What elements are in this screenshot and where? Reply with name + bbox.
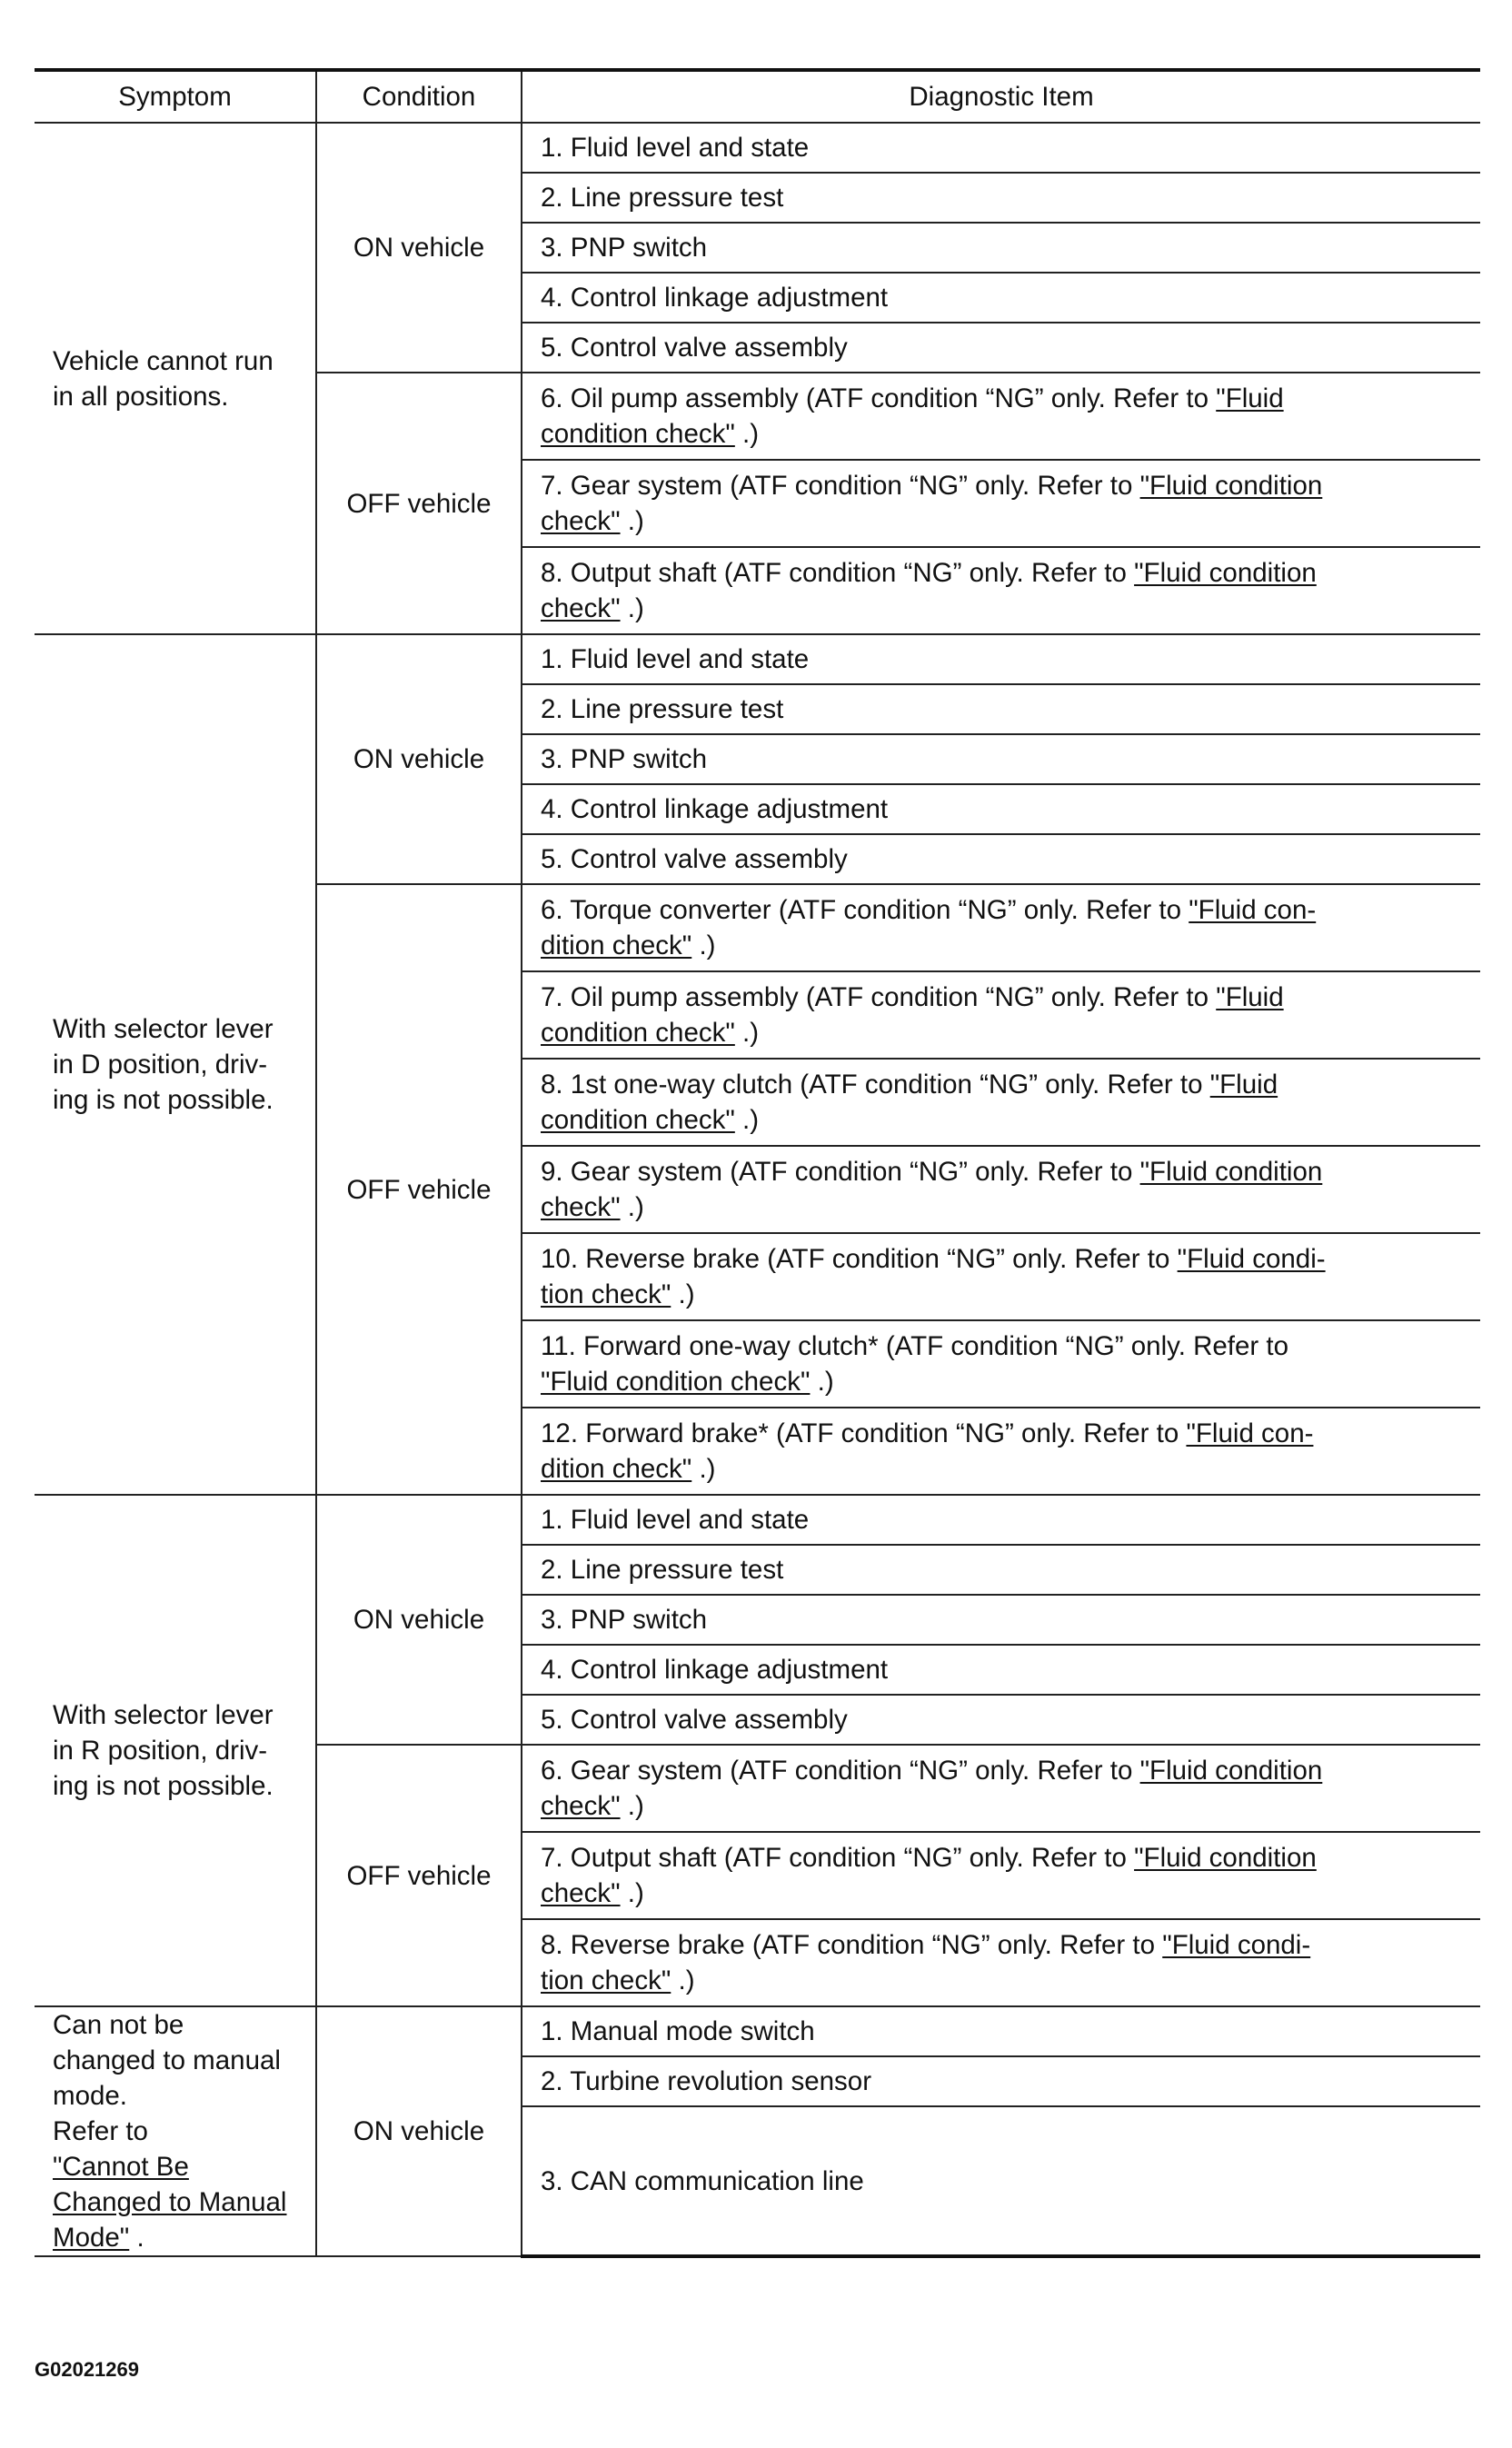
symptom-line: mode. <box>53 2081 127 2111</box>
diagnostic-item-cell <box>522 123 1480 173</box>
symptom-header: Symptom <box>35 70 316 123</box>
fluid-condition-check-link[interactable]: "Fluid condition <box>1134 558 1317 588</box>
symptom-cell <box>35 2006 316 2256</box>
diagnostic-item-cell <box>522 634 1480 684</box>
fluid-condition-check-link[interactable]: check" <box>541 1192 621 1222</box>
fluid-condition-check-link[interactable]: "Fluid <box>1209 1070 1278 1100</box>
fluid-condition-check-link[interactable]: "Fluid con- <box>1189 895 1317 925</box>
symptom-link-suffix: . <box>129 2223 144 2253</box>
diagnostic-item-text: 1. Fluid level and state <box>541 644 810 674</box>
symptom-reference-link[interactable]: "Cannot Be <box>53 2152 189 2182</box>
symptom-line: ing is not possible. <box>53 1771 274 1801</box>
diagnostic-item-suffix: .) <box>671 1965 695 1995</box>
fluid-condition-check-link[interactable]: "Fluid condi- <box>1162 1930 1311 1960</box>
fluid-condition-check-link[interactable]: condition check" <box>541 1018 735 1048</box>
diagnostic-item-header: Diagnostic Item <box>522 70 1480 123</box>
diagnostic-item-cell <box>522 1919 1480 2006</box>
diagnostic-item-cell <box>522 173 1480 223</box>
symptom-line: in R position, driv- <box>53 1736 268 1766</box>
diagnostic-item-cell <box>522 460 1480 547</box>
diagnostic-item-text: 2. Turbine revolution sensor <box>541 2066 872 2097</box>
diagnostic-item-cell <box>522 2006 1480 2056</box>
diagnostic-item-suffix: .) <box>620 1192 644 1222</box>
condition-label: OFF vehicle <box>346 1860 492 1891</box>
symptom-line: With selector lever <box>53 1700 274 1730</box>
diagnostic-item-cell <box>522 1320 1480 1408</box>
diagnostic-item-text: 3. PNP switch <box>541 744 708 774</box>
diagnostic-item-text: 7. Gear system (ATF condition “NG” only. Refer to <box>541 471 1140 501</box>
table-row <box>35 2006 1480 2056</box>
diagnostic-item-cell <box>522 684 1480 734</box>
diagnostic-item-text: 3. CAN communication line <box>541 2165 864 2196</box>
symptom-line: in D position, driv- <box>53 1050 268 1080</box>
diagnostic-item-text: 12. Forward brake* (ATF condition “NG” only. Refer to <box>541 1418 1187 1448</box>
diagnostic-item-cell <box>522 273 1480 323</box>
fluid-condition-check-link[interactable]: dition check" <box>541 1454 692 1484</box>
fluid-condition-check-link[interactable]: "Fluid condition check" <box>541 1367 811 1397</box>
diagnostic-item-text: 7. Output shaft (ATF condition “NG” only. Refer to <box>541 1843 1135 1873</box>
condition-label: ON vehicle <box>353 744 485 774</box>
fluid-condition-check-link[interactable]: check" <box>541 593 621 623</box>
table-body <box>35 123 1480 2256</box>
symptom-line: ing is not possible. <box>53 1085 274 1115</box>
diagnostic-item-cell <box>522 1233 1480 1320</box>
diagnostic-item-suffix: .) <box>620 1878 644 1908</box>
diagnostic-item-suffix: .) <box>734 1018 760 1048</box>
fluid-condition-check-link[interactable]: check" <box>541 506 621 536</box>
diagnostic-item-cell <box>522 1832 1480 1919</box>
diagnostic-item-text: 2. Line pressure test <box>541 183 784 213</box>
fluid-condition-check-link[interactable]: check" <box>541 1791 621 1821</box>
diagnostic-item-cell <box>522 1695 1480 1745</box>
condition-label: OFF vehicle <box>346 488 492 519</box>
diagnostic-item-suffix: .) <box>620 1791 644 1821</box>
diagnostic-table <box>35 68 1480 2258</box>
diagnostic-item-cell <box>522 2056 1480 2106</box>
diagnostic-item-cell <box>522 1595 1480 1645</box>
condition-cell <box>316 1495 522 1745</box>
diagnostic-item-text: 9. Gear system (ATF condition “NG” only. Refer to <box>541 1157 1140 1187</box>
condition-label: ON vehicle <box>353 1605 485 1635</box>
diagnostic-item-text: 4. Control linkage adjustment <box>541 794 889 824</box>
symptom-line: Can not be <box>53 2010 184 2040</box>
table-row <box>35 123 1480 173</box>
diagnostic-item-cell <box>522 373 1480 460</box>
diagnostic-item-cell <box>522 2106 1480 2256</box>
diagnostic-item-suffix: .) <box>691 1454 716 1484</box>
diagnostic-item-cell <box>522 971 1480 1059</box>
table-row <box>35 634 1480 684</box>
diagnostic-item-suffix: .) <box>691 930 716 960</box>
fluid-condition-check-link[interactable]: check" <box>541 1878 621 1908</box>
diagnostic-item-cell <box>522 834 1480 884</box>
symptom-line: Vehicle cannot run <box>53 345 274 376</box>
fluid-condition-check-link[interactable]: "Fluid <box>1216 982 1284 1012</box>
fluid-condition-check-link[interactable]: "Fluid condition <box>1134 1843 1317 1873</box>
diagnostic-item-cell <box>522 223 1480 273</box>
table-header-row <box>35 70 1480 123</box>
diagnostic-item-text: 3. PNP switch <box>541 1605 708 1635</box>
diagnostic-item-text: 1. Fluid level and state <box>541 1505 810 1535</box>
fluid-condition-check-link[interactable]: tion check" <box>541 1965 671 1995</box>
diagnostic-item-text: 6. Torque converter (ATF condition “NG” only. Refer to <box>541 895 1189 925</box>
diagnostic-item-text: 3. PNP switch <box>541 233 708 263</box>
condition-cell <box>316 634 522 884</box>
diagnostic-item-suffix: .) <box>620 593 644 623</box>
diagnostic-item-text: 5. Control valve assembly <box>541 844 848 874</box>
diagnostic-item-cell <box>522 1495 1480 1545</box>
diagnostic-item-cell <box>522 1059 1480 1146</box>
fluid-condition-check-link[interactable]: "Fluid condition <box>1139 1157 1323 1187</box>
fluid-condition-check-link[interactable]: "Fluid <box>1216 383 1284 413</box>
symptom-line: changed to manual <box>53 2045 281 2075</box>
diagnostic-item-cell <box>522 784 1480 834</box>
symptom-reference-link[interactable]: Changed to Manual <box>53 2187 287 2217</box>
diagnostic-item-suffix: .) <box>671 1279 695 1309</box>
diagnostic-item-cell <box>522 1408 1480 1495</box>
diagnostic-item-cell <box>522 1146 1480 1233</box>
diagnostic-item-cell <box>522 884 1480 971</box>
diagnostic-item-suffix: .) <box>810 1367 834 1397</box>
symptom-line: in all positions. <box>53 381 229 412</box>
diagnostic-item-text: 8. Output shaft (ATF condition “NG” only. Refer to <box>541 558 1135 588</box>
diagnostic-item-text: 6. Gear system (ATF condition “NG” only. Refer to <box>541 1756 1140 1786</box>
diagnostic-item-text: 4. Control linkage adjustment <box>541 1655 889 1685</box>
diagnostic-item-text: 2. Line pressure test <box>541 1555 784 1585</box>
diagnostic-item-text: 4. Control linkage adjustment <box>541 283 889 313</box>
diagnostic-item-cell <box>522 734 1480 784</box>
diagnostic-item-text: 1. Fluid level and state <box>541 133 810 163</box>
figure-id: G02021269 <box>35 2358 139 2381</box>
condition-cell <box>316 1745 522 2006</box>
fluid-condition-check-link[interactable]: dition check" <box>541 930 692 960</box>
diagnostic-item-text: 11. Forward one-way clutch* (ATF condition “NG” only. Refer to <box>541 1331 1289 1361</box>
diagnostic-item-cell <box>522 547 1480 634</box>
fluid-condition-check-link[interactable]: tion check" <box>541 1279 671 1309</box>
diagnostic-item-cell <box>522 1545 1480 1595</box>
diagnostic-item-suffix: .) <box>734 419 760 449</box>
symptom-cell <box>35 123 316 634</box>
diagnostic-item-suffix: .) <box>620 506 644 536</box>
diagnostic-item-text: 5. Control valve assembly <box>541 1705 848 1735</box>
symptom-line: Refer to <box>53 2116 148 2146</box>
diagnostic-item-cell <box>522 323 1480 373</box>
symptom-reference-link[interactable]: Mode" <box>53 2223 130 2253</box>
diagnostic-item-cell <box>522 1745 1480 1832</box>
diagnostic-item-text: 8. Reverse brake (ATF condition “NG” only. Refer to <box>541 1930 1163 1960</box>
fluid-condition-check-link[interactable]: "Fluid condi- <box>1177 1244 1326 1274</box>
fluid-condition-check-link[interactable]: condition check" <box>541 1105 735 1135</box>
table-row <box>35 1495 1480 1545</box>
diagnostic-item-text: 10. Reverse brake (ATF condition “NG” only. Refer to <box>541 1244 1178 1274</box>
condition-cell <box>316 123 522 373</box>
fluid-condition-check-link[interactable]: condition check" <box>541 419 735 449</box>
diagnostic-item-suffix: .) <box>734 1105 760 1135</box>
symptom-cell <box>35 634 316 1495</box>
diagnostic-item-text: 8. 1st one-way clutch (ATF condition “NG” only. Refer to <box>541 1070 1210 1100</box>
condition-label: ON vehicle <box>353 233 485 263</box>
condition-cell <box>316 2006 522 2256</box>
fluid-condition-check-link[interactable]: "Fluid con- <box>1186 1418 1314 1448</box>
condition-label: OFF vehicle <box>346 1174 492 1205</box>
condition-cell <box>316 373 522 634</box>
diagnostic-item-text: 5. Control valve assembly <box>541 333 848 363</box>
diagnostic-item-text: 6. Oil pump assembly (ATF condition “NG” only. Refer to <box>541 383 1217 413</box>
diagnostic-item-text: 7. Oil pump assembly (ATF condition “NG” only. Refer to <box>541 982 1217 1012</box>
diagnostic-item-text: 2. Line pressure test <box>541 694 784 724</box>
symptom-cell <box>35 1495 316 2006</box>
fluid-condition-check-link[interactable]: "Fluid condition <box>1139 471 1323 501</box>
symptom-line: With selector lever <box>53 1014 274 1044</box>
fluid-condition-check-link[interactable]: "Fluid condition <box>1139 1756 1323 1786</box>
condition-cell <box>316 884 522 1495</box>
diagnostic-item-cell <box>522 1645 1480 1695</box>
diagnostic-item-text: 1. Manual mode switch <box>541 2016 815 2047</box>
condition-header: Condition <box>316 70 522 123</box>
condition-label: ON vehicle <box>353 2116 485 2146</box>
